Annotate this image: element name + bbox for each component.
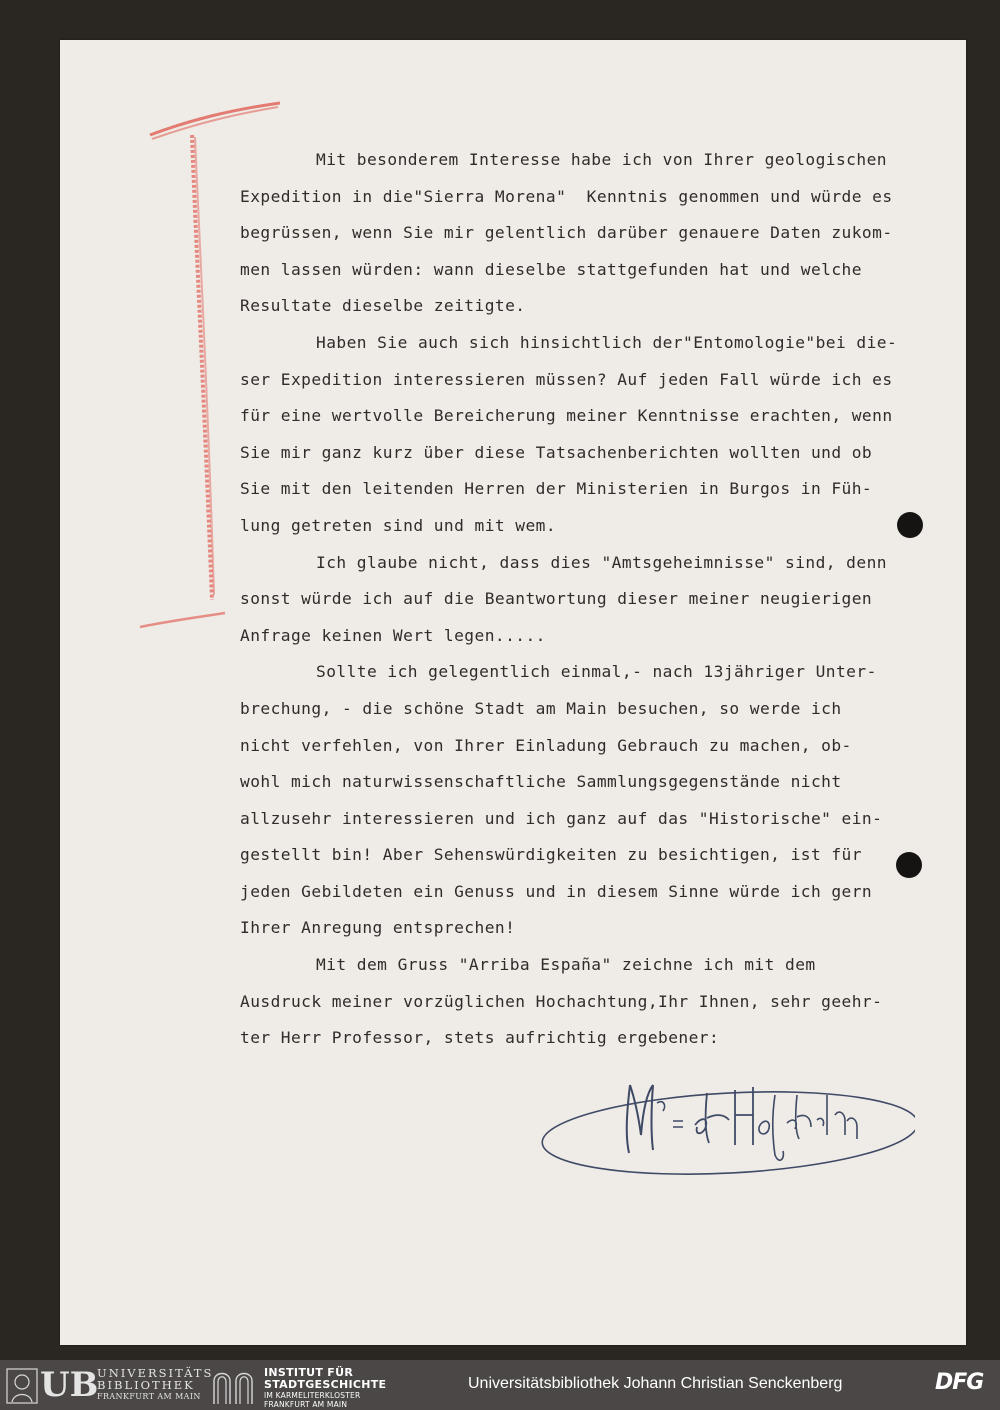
footer-bar: [0, 1360, 1000, 1410]
paragraph-4: [240, 660, 945, 953]
text-line: jeden Gebildeten ein Genuss und in diesem Sinne würde ich gern: [240, 881, 873, 901]
text-line: Anfrage keinen Wert legen.....: [240, 625, 546, 645]
paragraph-2: [240, 331, 945, 551]
text-line: Sie mit den leitenden Herren der Ministerien in Burgos in Füh-: [240, 479, 873, 499]
text-line: Haben Sie auch sich hinsichtlich der"Entomologie"bei die-: [316, 332, 898, 352]
paragraph-5: [240, 953, 945, 1063]
text-line: wohl mich naturwissenschaftliche Sammlungsgegenstände nicht: [240, 772, 842, 792]
ub-line-1: UNIVERSITÄTS: [97, 1366, 214, 1380]
institute-line-1: INSTITUT FÜR: [264, 1366, 354, 1379]
institute-arch-icon: [210, 1367, 256, 1405]
ub-logo-text: [97, 1367, 213, 1403]
handwritten-signature-icon: [535, 1065, 915, 1195]
text-line: brechung, - die schöne Stadt am Main besuchen, so werde ich: [240, 698, 842, 718]
text-line: Expedition in die"Sierra Morena" Kenntnis genommen und würde es: [240, 186, 893, 206]
ub-logo-letters: UB: [40, 1365, 99, 1405]
letter-body: [240, 148, 945, 1063]
text-line: Mit besonderem Interesse habe ich von Ihrer geologischen: [316, 150, 887, 169]
footer-title: Universitätsbibliothek Johann Christian Senckenberg: [468, 1375, 843, 1392]
institute-line-2: STADTGESCHICHTE: [264, 1378, 387, 1391]
text-line: lung getreten sind und mit wem.: [240, 515, 557, 535]
text-line: für eine wertvolle Bereicherung meiner Kenntnisse erachten, wenn: [240, 406, 893, 426]
text-line: Ihrer Anregung entsprechen!: [240, 918, 516, 938]
text-line: Sollte ich gelegentlich einmal,- nach 13jähriger Unter-: [316, 662, 877, 682]
text-line: begrüssen, wenn Sie mir gelentlich darüber genauere Daten zukom-: [240, 223, 893, 243]
text-line: ser Expedition interessieren müssen? Auf jeden Fall würde ich es: [240, 369, 893, 389]
text-line: nicht verfehlen, von Ihrer Einladung Gebrauch zu machen, ob-: [240, 735, 852, 755]
text-line: Ich glaube nicht, dass dies "Amtsgeheimnisse" sind, denn: [316, 552, 887, 572]
text-line: Mit dem Gruss "Arriba España" zeichne ich mit dem: [316, 955, 816, 975]
text-line: Resultate dieselbe zeitigte.: [240, 296, 526, 316]
text-line: gestellt bin! Aber Sehenswürdigkeiten zu besichtigen, ist für: [240, 845, 862, 865]
institute-line-4: FRANKFURT AM MAIN: [264, 1400, 348, 1409]
text-line: Sie mir ganz kurz über diese Tatsachenberichten wollten und ob: [240, 442, 873, 462]
text-line: sonst würde ich auf die Beantwortung dieser meiner neugierigen: [240, 589, 873, 609]
text-line: allzusehr interessieren und ich ganz auf das "Historische" ein-: [240, 808, 883, 828]
paragraph-3: [240, 551, 945, 661]
institute-line-3: IM KARMELITERKLOSTER: [264, 1391, 361, 1400]
text-line: men lassen würden: wann dieselbe stattgefunden hat und welche: [240, 259, 862, 279]
ub-line-2: BIBLIOTHEK: [97, 1378, 195, 1392]
paragraph-1: [240, 148, 945, 331]
text-line: Ausdruck meiner vorzüglichen Hochachtung,Ihr Ihnen, sehr geehr-: [240, 991, 883, 1011]
institute-logo-text: [264, 1367, 386, 1409]
text-line: ter Herr Professor, stets aufrichtig ergebener:: [240, 1028, 720, 1048]
library-emblem-icon: [6, 1368, 38, 1404]
dfg-logo: DFG: [935, 1370, 984, 1395]
ub-line-3: FRANKFURT AM MAIN: [97, 1392, 201, 1401]
